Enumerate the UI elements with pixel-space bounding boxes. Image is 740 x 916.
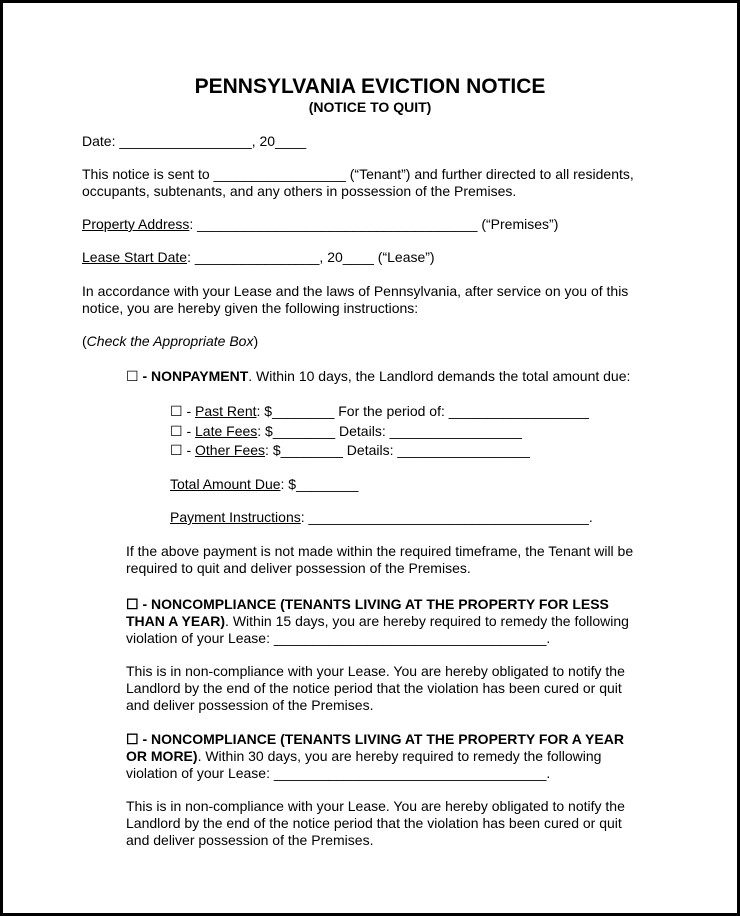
noncompliance-long-checkbox[interactable]: ☐: [126, 731, 139, 747]
noncompliance-short-body-3: and deliver possession of the Premises.: [126, 697, 374, 713]
lease-start-field: : ________________, 20____ (“Lease”): [187, 249, 435, 265]
payment-instructions-field: : ____________________________________.: [300, 509, 593, 525]
sent-to-line-2: occupants, subtenants, and any others in possession of the Premises.: [82, 183, 517, 199]
other-fees-checkbox[interactable]: ☐: [170, 442, 183, 458]
noncompliance-long-line-3: violation of your Lease: ___________________________________.: [126, 765, 551, 781]
noncompliance-short-body-2: Landlord by the end of the notice period that the violation has been cured or quit: [126, 680, 622, 696]
sent-to-line-1: This notice is sent to _________________ (“Tenant”) and further directed to all residents,: [82, 166, 634, 182]
date-line: Date: _________________, 20____: [82, 133, 307, 149]
noncompliance-short-heading: NONCOMPLIANCE (TENANTS LIVING AT THE PROPERTY FOR LESS: [151, 596, 609, 612]
noncompliance-long-heading: NONCOMPLIANCE (TENANTS LIVING AT THE PROPERTY FOR A YEAR: [151, 731, 624, 747]
document-subtitle: (NOTICE TO QUIT): [308, 99, 432, 115]
noncompliance-long-body-1: This is in non-compliance with your Lease. You are hereby obligated to notify the: [126, 798, 625, 814]
other-fees-field: : $________ Details: _________________: [265, 442, 530, 458]
noncompliance-long-body-3: and deliver possession of the Premises.: [126, 832, 374, 848]
past-rent-field: : $________ For the period of: __________________: [256, 403, 589, 419]
property-address-field: : ____________________________________ (“Premises”): [189, 216, 559, 232]
nonpayment-consequence-1: If the above payment is not made within the required timeframe, the Tenant will be: [126, 543, 634, 559]
check-instruction: (Check the Appropriate Box): [82, 333, 259, 349]
accordance-line-1: In accordance with your Lease and the laws of Pennsylvania, after service on you of this: [82, 283, 629, 299]
noncompliance-short-checkbox[interactable]: ☐: [126, 596, 139, 612]
total-amount-label: Total Amount Due: [170, 476, 281, 492]
nonpayment-text: . Within 10 days, the Landlord demands the total amount due:: [248, 368, 631, 384]
other-fees-label: Other Fees: [195, 442, 266, 458]
lease-start-line: [82, 249, 435, 266]
document-title: PENNSYLVANIA EVICTION NOTICE: [194, 75, 546, 98]
noncompliance-short-option: ☐ - NONCOMPLIANCE (TENANTS LIVING AT THE PROPERTY FOR LESS: [126, 596, 609, 612]
late-fees-checkbox[interactable]: ☐: [170, 423, 183, 439]
lease-start-label: Lease Start Date: [82, 249, 188, 265]
nonpayment-checkbox[interactable]: ☐: [126, 368, 139, 384]
nonpayment-heading: NONPAYMENT: [151, 368, 249, 384]
payment-instructions-line: [170, 509, 593, 526]
nonpayment-consequence-2: required to quit and deliver possession of the Premises.: [126, 560, 471, 576]
noncompliance-short-line-3: violation of your Lease: ___________________________________.: [126, 630, 551, 646]
late-fees-field: : $________ Details: _________________: [257, 423, 522, 439]
noncompliance-long-line-2: OR MORE). Within 30 days, you are hereby required to remedy the following: [126, 748, 602, 764]
property-address-label: Property Address: [82, 216, 190, 232]
late-fees-option: ☐ - Late Fees: $________ Details: _________________: [170, 423, 522, 439]
past-rent-option: ☐ - Past Rent: $________ For the period of: __________________: [170, 403, 589, 419]
noncompliance-short-body-1: This is in non-compliance with your Lease. You are hereby obligated to notify the: [126, 663, 625, 679]
noncompliance-short-line-2: THAN A YEAR). Within 15 days, you are hereby required to remedy the following: [126, 613, 629, 629]
nonpayment-option: ☐ - NONPAYMENT. Within 10 days, the Landlord demands the total amount due:: [126, 368, 631, 384]
total-amount-line: [170, 476, 358, 493]
past-rent-label: Past Rent: [195, 403, 257, 419]
total-amount-field: : $________: [280, 476, 359, 492]
property-address-line: [82, 216, 558, 233]
noncompliance-long-body-2: Landlord by the end of the notice period that the violation has been cured or quit: [126, 815, 622, 831]
late-fees-label: Late Fees: [195, 423, 258, 439]
past-rent-checkbox[interactable]: ☐: [170, 403, 183, 419]
accordance-line-2: notice, you are hereby given the following instructions:: [82, 300, 419, 316]
payment-instructions-label: Payment Instructions: [170, 509, 301, 525]
other-fees-option: ☐ - Other Fees: $________ Details: _________________: [170, 442, 530, 458]
noncompliance-long-option: ☐ - NONCOMPLIANCE (TENANTS LIVING AT THE PROPERTY FOR A YEAR: [126, 731, 624, 747]
check-instruction-text: Check the Appropriate Box: [86, 333, 254, 349]
